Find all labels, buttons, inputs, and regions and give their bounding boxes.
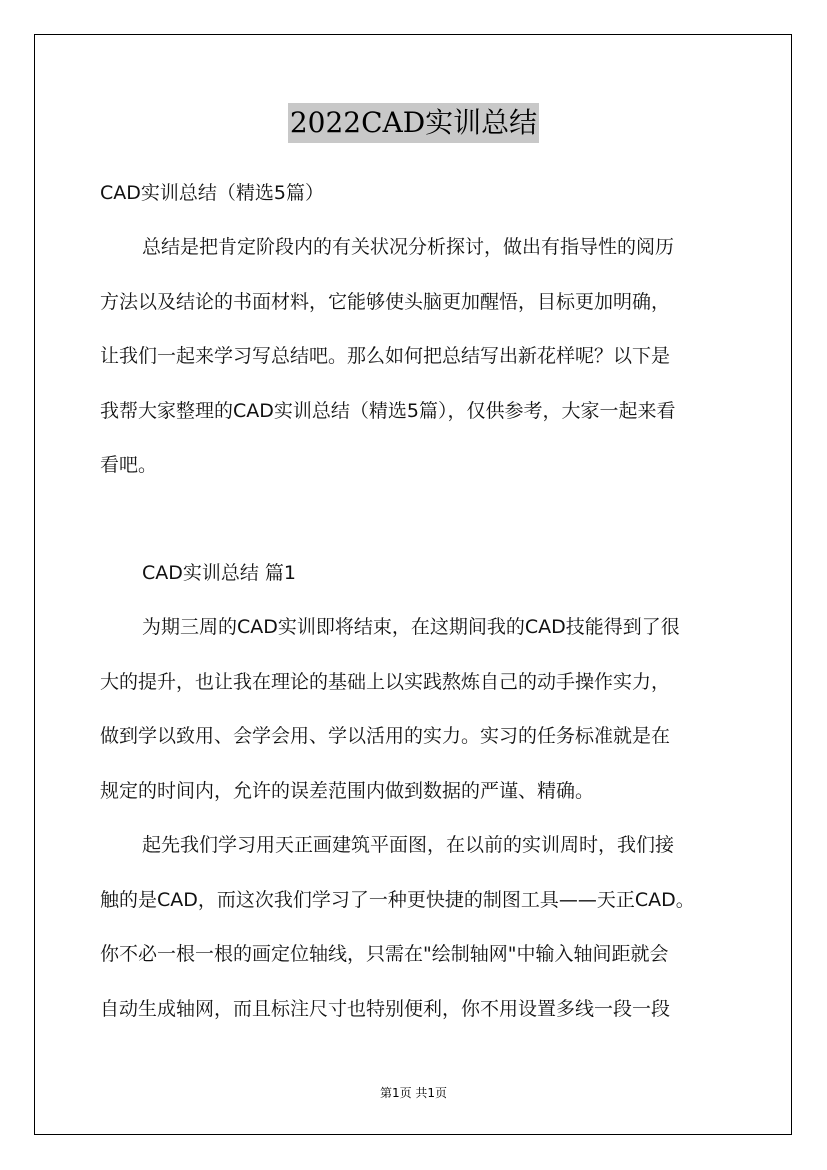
intro-line: 我帮大家整理的CAD实训总结（精选5篇），仅供参考，大家一起来看 <box>100 400 676 422</box>
paragraph-line: 起先我们学习用天正画建筑平面图，在以前的实训周时，我们接 <box>142 834 675 856</box>
paragraph-line: 做到学以致用、会学会用、学以活用的实力。实习的任务标准就是在 <box>100 725 671 747</box>
section-heading: CAD实训总结 篇1 <box>142 562 297 584</box>
page-footer: 第1页 共1页 <box>379 1086 448 1100</box>
paragraph-line: 触的是CAD，而这次我们学习了一种更快捷的制图工具——天正CAD。 <box>100 889 695 911</box>
paragraph-line: 自动生成轴网，而且标注尺寸也特别便利，你不用设置多线一段一段 <box>100 998 671 1020</box>
document-subtitle: CAD实训总结（精选5篇） <box>100 182 324 204</box>
document-title: 2022CAD实训总结 <box>288 103 539 143</box>
document-title-wrap <box>0 103 827 143</box>
intro-line: 看吧。 <box>100 454 158 476</box>
paragraph-line: 你不必一根一根的画定位轴线，只需在"绘制轴网"中输入轴间距就会 <box>100 943 669 965</box>
intro-line: 总结是把肯定阶段内的有关状况分析探讨，做出有指导性的阅历 <box>142 236 675 258</box>
paragraph-line: 规定的时间内，允许的误差范围内做到数据的严谨、精确。 <box>100 780 595 802</box>
intro-line: 让我们一起来学习写总结吧。那么如何把总结写出新花样呢？以下是 <box>100 345 671 367</box>
intro-line: 方法以及结论的书面材料，它能够使头脑更加醒悟，目标更加明确， <box>100 291 671 313</box>
paragraph-line: 大的提升，也让我在理论的基础上以实践熬炼自己的动手操作实力， <box>100 671 671 693</box>
paragraph-line: 为期三周的CAD实训即将结束，在这期间我的CAD技能得到了很 <box>142 616 680 638</box>
